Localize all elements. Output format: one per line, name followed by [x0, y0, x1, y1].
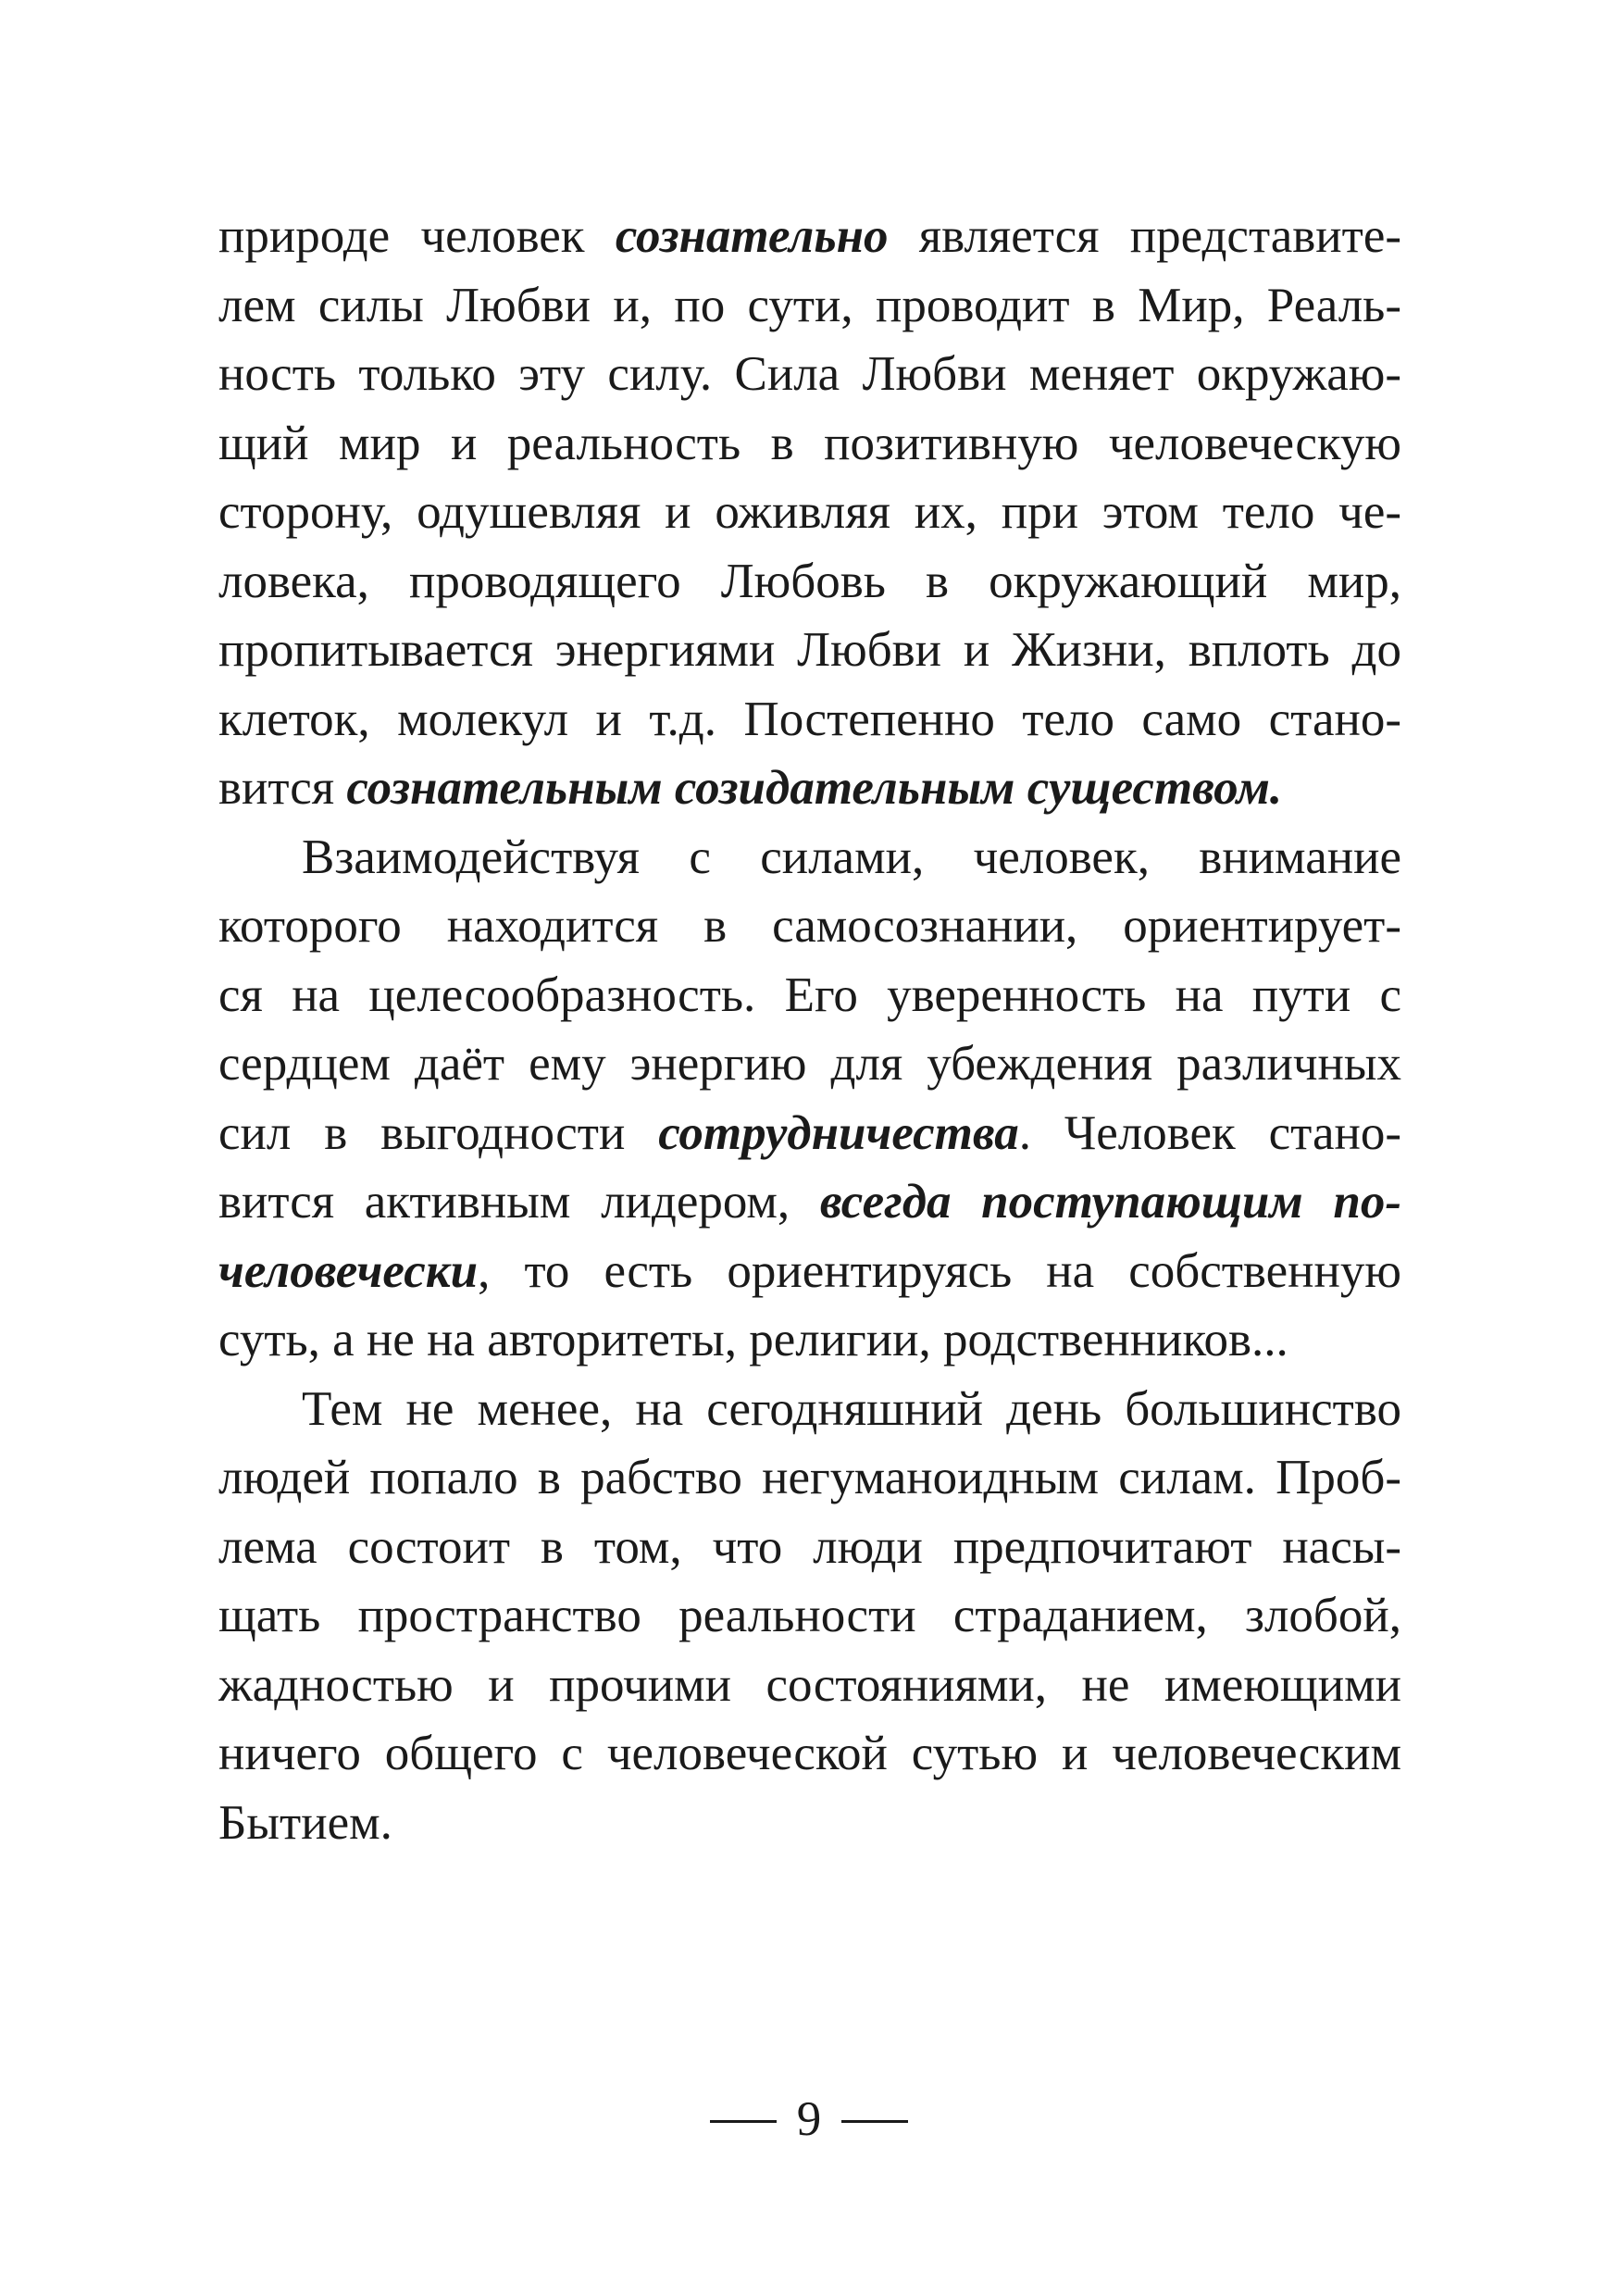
body-text — [218, 202, 1401, 1857]
text-line: ничего общего с человеческой сутью и человеческим — [218, 1727, 1401, 1780]
text-line: лем силы Любви и, по сути, проводит в Мир, Реаль- — [218, 278, 1401, 332]
text-line: природе человек сознательно является представите- — [218, 209, 1401, 263]
text-line: Взаимодействуя с силами, человек, внимание — [302, 830, 1401, 884]
text-line: ность только эту силу. Сила Любви меняет окружаю- — [218, 347, 1401, 401]
text-line: лема состоит в том, что люди предпочитают насы- — [218, 1519, 1401, 1574]
text-line: ся на целесообразность. Его уверенность на пути с — [218, 967, 1401, 1022]
text-line: пропитывается энергиями Любви и Жизни, вплоть до — [218, 623, 1401, 677]
text-line: ловека, проводящего Любовь в окружающий мир, — [218, 554, 1401, 608]
text-line: сторону, одушевляя и оживляя их, при этом тело че- — [218, 485, 1401, 539]
text-line: Бытием. — [218, 1795, 392, 1850]
page-number-value: 9 — [796, 2092, 822, 2146]
dash-left — [710, 2120, 777, 2123]
dash-right — [841, 2120, 908, 2123]
text-line: сердцем даёт ему энергию для убеждения различных — [218, 1037, 1401, 1091]
text-line: вится активным лидером, всегда поступающим по- — [218, 1175, 1401, 1229]
text-line: человечески, то есть ориентируясь на собственную — [218, 1243, 1401, 1298]
text-line: жадностью и прочими состояниями, не имеющими — [218, 1657, 1401, 1712]
text-line: людей попало в рабство негуманоидным силам. Проб- — [218, 1451, 1401, 1504]
text-line: щать пространство реальности страданием, злобой, — [218, 1589, 1401, 1642]
text-line: Тем не менее, на сегодняшний день большинство — [302, 1381, 1401, 1436]
text-line: сил в выгодности сотрудничества. Человек стано- — [218, 1105, 1401, 1160]
text-line: вится сознательным созидательным существом. — [218, 761, 1283, 815]
text-line: которого находится в самосознании, ориентирует- — [218, 899, 1401, 953]
text-line: суть, а не на авторитеты, религии, родственников... — [218, 1313, 1288, 1366]
text-line: клеток, молекул и т.д. Постепенно тело само стано- — [218, 692, 1401, 746]
page-number — [0, 2087, 1618, 2152]
text-line: щий мир и реальность в позитивную человеческую — [218, 416, 1401, 470]
